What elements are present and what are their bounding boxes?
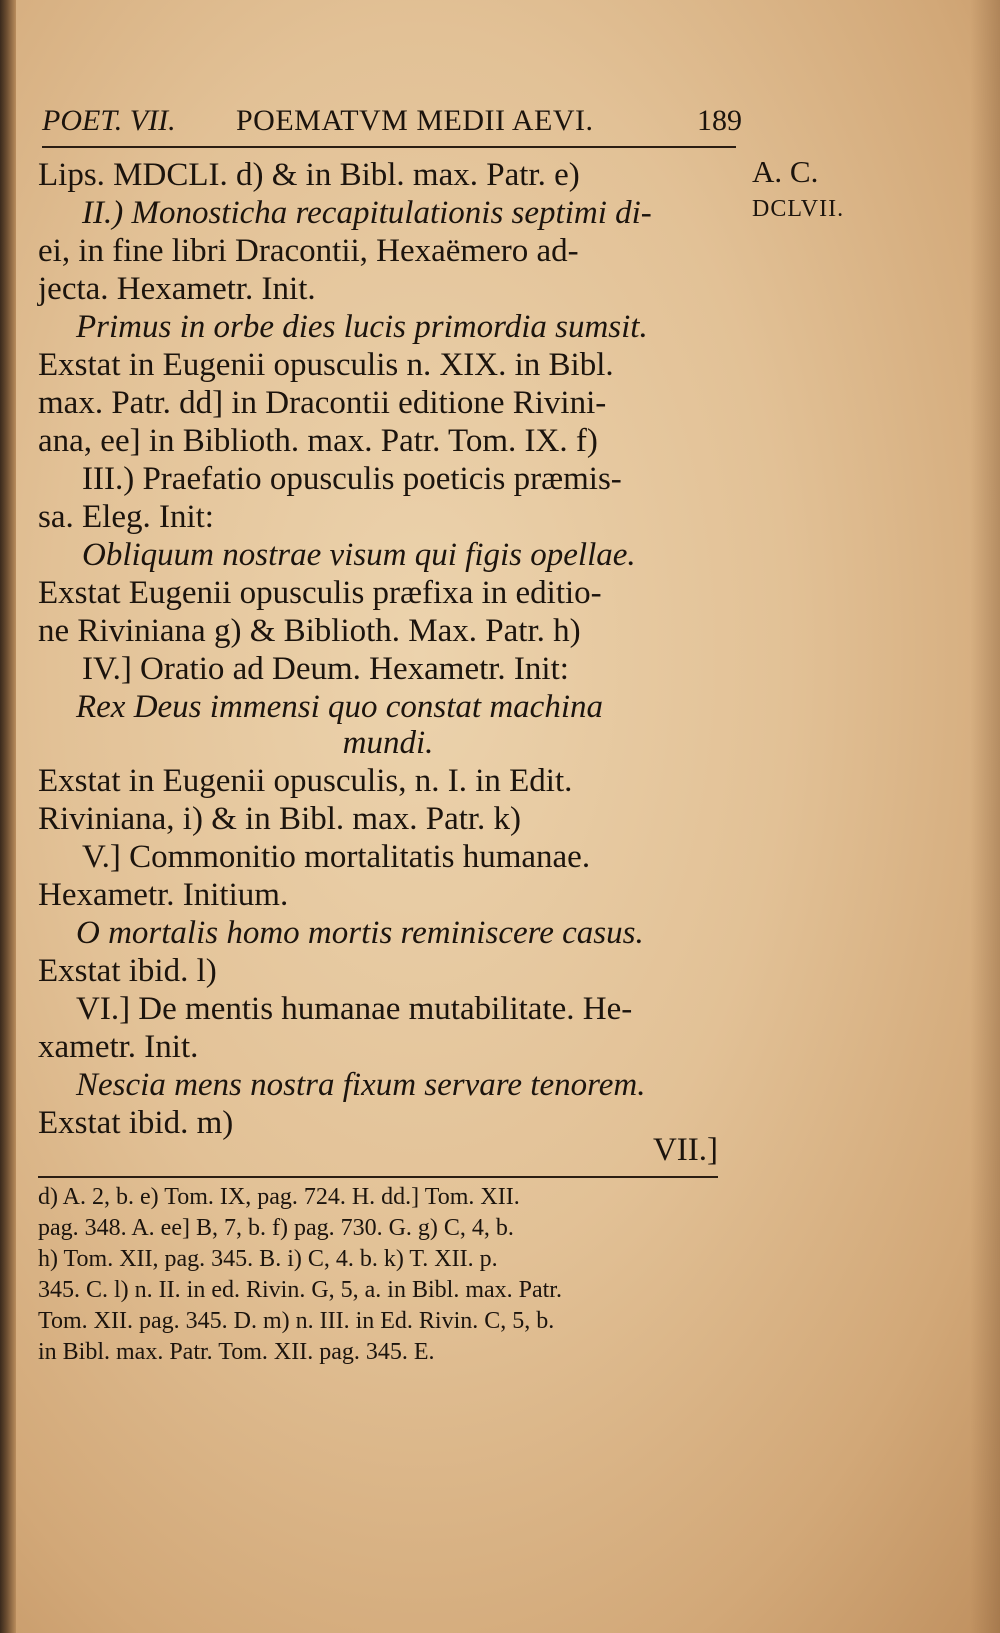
text-line: O mortalis homo mortis reminiscere casus. bbox=[76, 915, 644, 951]
text-line: Exstat in Eugenii opusculis, n. I. in Edit. bbox=[38, 763, 573, 799]
text-line: V.] Commonitio mortalitatis humanae. bbox=[82, 839, 591, 875]
footnote-line: d) A. 2, b. e) Tom. IX, pag. 724. H. dd.] Tom. XII. bbox=[38, 1184, 520, 1210]
page-binding-edge bbox=[0, 0, 16, 1633]
text-line: II.) Monosticha recapitulationis septimi di- bbox=[82, 195, 652, 231]
text-line: Nescia mens nostra fixum servare tenorem. bbox=[76, 1067, 646, 1103]
text-line: Lips. MDCLI. d) & in Bibl. max. Patr. e) bbox=[38, 157, 580, 193]
header-section: POET. VII. bbox=[42, 104, 176, 137]
text-line: sa. Eleg. Init: bbox=[38, 499, 214, 535]
footnote-rule bbox=[38, 1176, 718, 1178]
text-line: Exstat ibid. l) bbox=[38, 953, 217, 989]
running-header bbox=[42, 100, 742, 146]
footnote-line: h) Tom. XII, pag. 345. B. i) C, 4. b. k) T. XII. p. bbox=[38, 1246, 498, 1272]
text-line: Obliquum nostrae visum qui figis opellae. bbox=[82, 537, 636, 573]
footnote-line: Tom. XII. pag. 345. D. m) n. III. in Ed. Rivin. C, 5, b. bbox=[38, 1308, 555, 1334]
catchword: VII.] bbox=[652, 1132, 718, 1168]
text-line: Exstat ibid. m) bbox=[38, 1105, 234, 1141]
text-line: Exstat Eugenii opusculis præfixa in editio- bbox=[38, 575, 602, 611]
margin-year-label: A. C. bbox=[752, 154, 819, 189]
text-line: ei, in fine libri Dracontii, Hexaëmero ad- bbox=[38, 233, 579, 269]
footnote-line: 345. C. l) n. II. in ed. Rivin. G, 5, a. in Bibl. max. Patr. bbox=[38, 1277, 562, 1303]
text-line: jecta. Hexametr. Init. bbox=[38, 271, 316, 307]
footnote-line: in Bibl. max. Patr. Tom. XII. pag. 345. E. bbox=[38, 1339, 435, 1365]
text-line: xametr. Init. bbox=[38, 1029, 199, 1065]
text-line: Riviniana, i) & in Bibl. max. Patr. k) bbox=[38, 801, 522, 837]
text-line: VI.] De mentis humanae mutabilitate. He- bbox=[76, 991, 633, 1027]
text-line: Rex Deus immensi quo constat machina bbox=[76, 689, 603, 725]
text-line: max. Patr. dd] in Dracontii editione Rivini- bbox=[38, 385, 607, 421]
page-shadow bbox=[970, 0, 1000, 1633]
text-line: Exstat in Eugenii opusculis n. XIX. in Bibl. bbox=[38, 347, 614, 383]
header-rule bbox=[42, 146, 736, 148]
text-line: mundi. bbox=[342, 725, 434, 761]
header-title: POEMATVM MEDII AEVI. bbox=[236, 104, 594, 137]
text-line: Primus in orbe dies lucis primordia sumsit. bbox=[76, 309, 648, 345]
text-line: IV.] Oratio ad Deum. Hexametr. Init: bbox=[82, 651, 569, 687]
text-line: ne Riviniana g) & Biblioth. Max. Patr. h) bbox=[38, 613, 581, 649]
text-line: III.) Praefatio opusculis poeticis præmis- bbox=[82, 461, 622, 497]
text-line: Hexametr. Initium. bbox=[38, 877, 289, 913]
text-line: ana, ee] in Biblioth. max. Patr. Tom. IX. f) bbox=[38, 423, 598, 459]
margin-year-value: DCLVII. bbox=[752, 196, 845, 222]
footnote-line: pag. 348. A. ee] B, 7, b. f) pag. 730. G. g) C, 4, b. bbox=[38, 1215, 514, 1241]
page-number: 189 bbox=[697, 104, 742, 137]
